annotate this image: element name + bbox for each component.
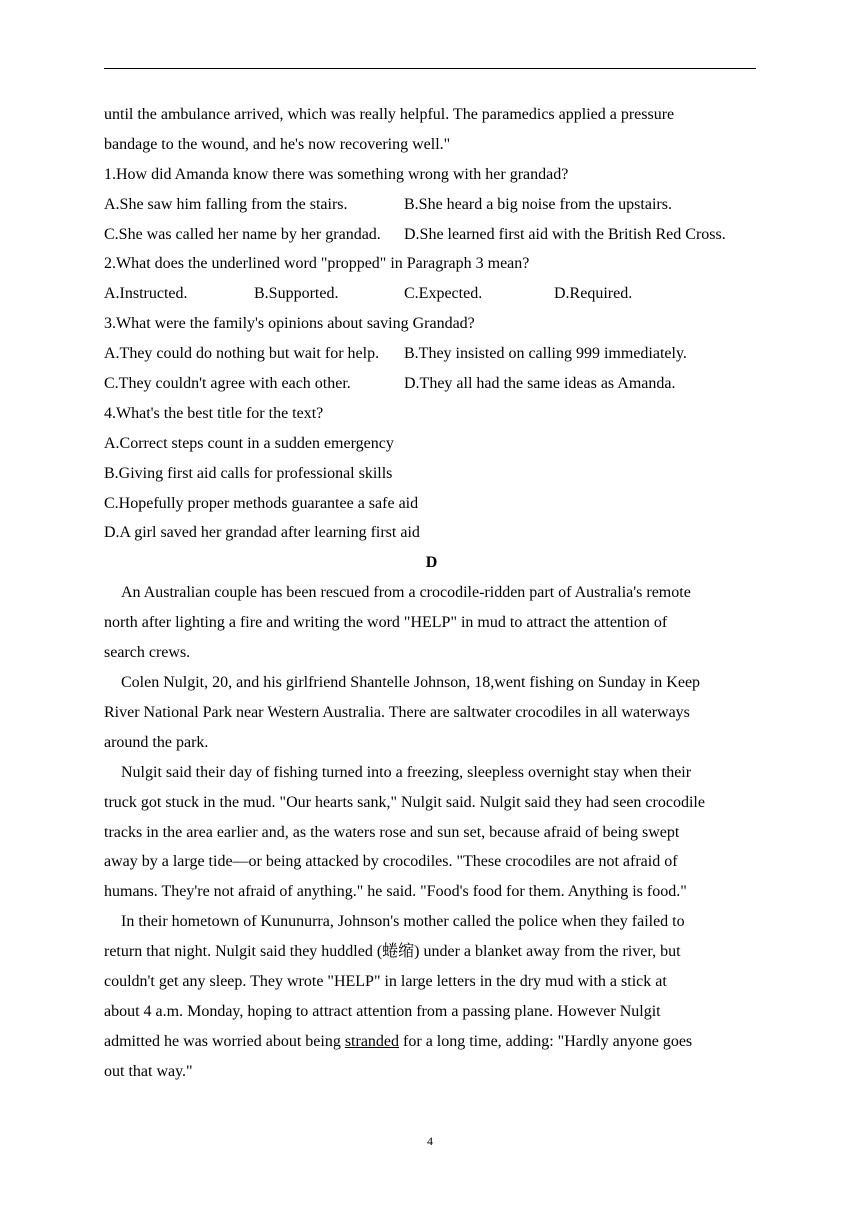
question-3-stem: 3.What were the family's opinions about saving Grandad? [104,315,475,333]
passage-paragraph-3 [104,758,759,908]
question-3-options-row-1 [104,339,759,369]
passage-paragraph-2 [104,668,759,758]
paragraph-line: An Australian couple has been rescued from a crocodile-ridden part of Australia's remote [121,584,691,602]
question-2-options-row [104,279,759,309]
paragraph-line: out that way." [104,1062,193,1080]
header-rule [104,68,756,69]
paragraph-line: In their hometown of Kununurra, Johnson's mother called the police when they failed to [121,913,685,931]
question-3-option-d[interactable]: D.They all had the same ideas as Amanda. [404,375,676,393]
paragraph-line: couldn't get any sleep. They wrote "HELP" in large letters in the dry mud with a stick at [104,973,667,991]
page-number: 4 [427,1134,433,1148]
paragraph-line: search crews. [104,644,191,662]
paragraph-line: tracks in the area earlier and, as the waters rose and sun set, because afraid of being swept [104,823,680,841]
paragraph-line: Colen Nulgit, 20, and his girlfriend Shantelle Johnson, 18,went fishing on Sunday in Keep [121,673,701,691]
paragraph-line: humans. They're not afraid of anything." he said. "Food's food for them. Anything is food." [104,883,687,901]
question-1-option-c[interactable]: C.She was called her name by her grandad. [104,225,381,243]
question-2-stem: 2.What does the underlined word "propped" in Paragraph 3 mean? [104,255,530,273]
passage-paragraph-4 [104,907,759,1086]
question-4-option-d[interactable]: D.A girl saved her grandad after learning first aid [104,524,420,542]
paragraph-line-with-underline [104,1027,759,1057]
intro-line: until the ambulance arrived, which was really helpful. The paramedics applied a pressure [104,106,675,123]
paragraph-line: about 4 a.m. Monday, hoping to attract attention from a passing plane. However Nulgit [104,1002,661,1020]
paragraph-line: north after lighting a fire and writing the word "HELP" in mud to attract the attention of [104,614,668,632]
passage-paragraph-1 [104,578,759,668]
question-1-stem: 1.How did Amanda know there was something wrong with her grandad? [104,165,569,183]
question-1-options-row-2 [104,220,759,250]
paragraph-line: truck got stuck in the mud. "Our hearts sank," Nulgit said. Nulgit said they had seen crocodile [104,793,705,811]
text-fragment: for a long time, adding: "Hardly anyone goes [399,1032,693,1050]
section-d-heading: D [425,554,438,572]
paragraph-line: away by a large tide—or being attacked by crocodiles. "These crocodiles are not afraid of [104,853,678,871]
question-1-options-row-1 [104,190,759,220]
paragraph-line: River National Park near Western Australia. There are saltwater crocodiles in all waterways [104,703,690,721]
intro-line: bandage to the wound, and he's now recovering well." [104,135,451,153]
paragraph-line: around the park. [104,733,209,751]
question-3-options-row-2 [104,369,759,399]
underlined-word: stranded [344,1032,400,1050]
question-2-option-c[interactable]: C.Expected. [404,285,483,303]
question-2-option-d[interactable]: D.Required. [554,285,633,303]
question-2-option-a[interactable]: A.Instructed. [104,285,188,303]
paragraph-line: Nulgit said their day of fishing turned into a freezing, sleepless overnight stay when their [121,763,692,781]
page-content [104,100,759,1087]
question-4-option-b[interactable]: B.Giving first aid calls for professional skills [104,464,393,482]
question-3-option-a[interactable]: A.They could do nothing but wait for help. [104,345,380,363]
text-fragment: admitted he was worried about being [104,1032,345,1050]
paragraph-line: return that night. Nulgit said they huddled (蜷缩) under a blanket away from the river, but [104,943,681,961]
question-3-option-c[interactable]: C.They couldn't agree with each other. [104,375,351,393]
question-2-option-b[interactable]: B.Supported. [254,285,339,303]
question-4-option-a[interactable]: A.Correct steps count in a sudden emergency [104,434,394,452]
question-1-option-b[interactable]: B.She heard a big noise from the upstairs. [404,195,672,213]
question-1-option-a[interactable]: A.She saw him falling from the stairs. [104,195,348,213]
question-4-stem: 4.What's the best title for the text? [104,404,324,422]
question-3-option-b[interactable]: B.They insisted on calling 999 immediately. [404,345,687,363]
question-4-option-c[interactable]: C.Hopefully proper methods guarantee a safe aid [104,494,419,512]
question-1-option-d[interactable]: D.She learned first aid with the British Red Cross. [404,225,726,243]
